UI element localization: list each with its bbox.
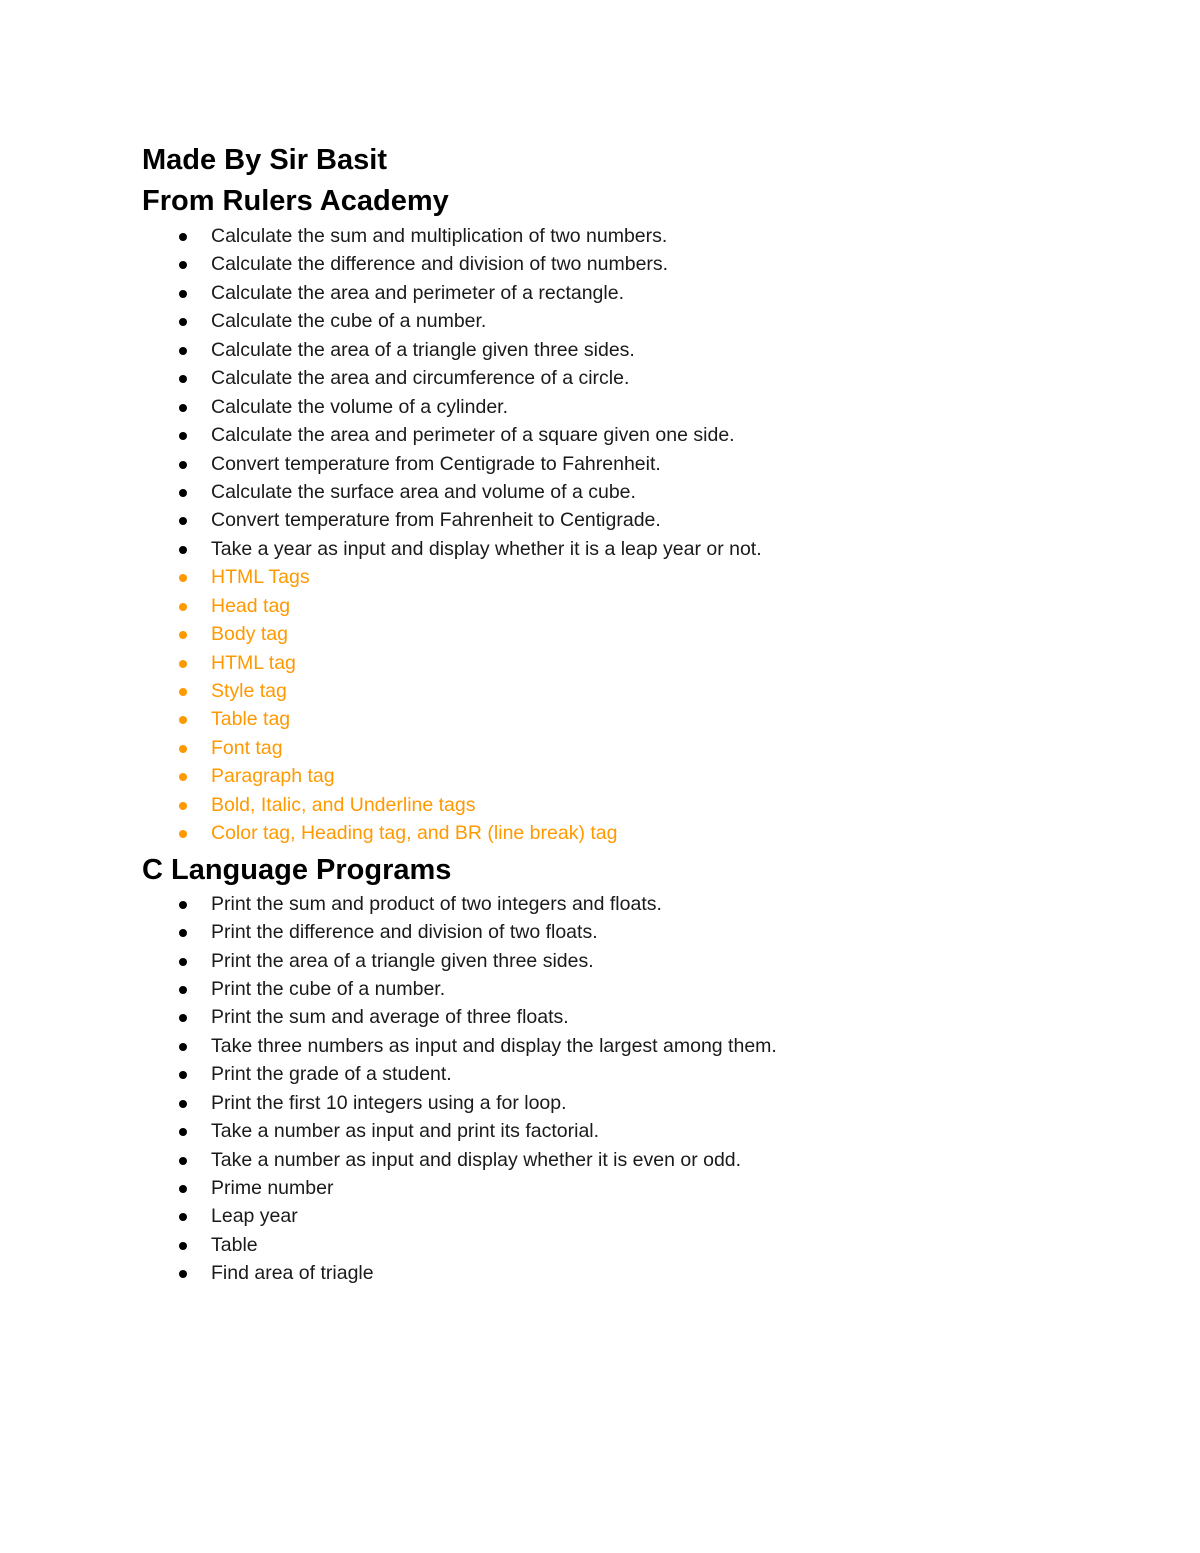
bullet-icon [179,958,187,966]
bullet-icon [179,631,187,639]
list-item: Print the difference and division of two floats. [142,918,1082,946]
list-item: Leap year [142,1202,1082,1230]
bullet-icon [179,375,187,383]
c-programs-list [142,890,1082,1288]
bullet-icon [179,347,187,355]
list-item: Calculate the volume of a cylinder. [142,393,1082,421]
list-item: Convert temperature from Centigrade to Fahrenheit. [142,450,1082,478]
html-list-item: Style tag [142,677,1082,705]
list-item: Print the sum and average of three floats. [142,1003,1082,1031]
html-list-item: HTML tag [142,649,1082,677]
list-item: Calculate the area of a triangle given three sides. [142,336,1082,364]
bullet-icon [179,802,187,810]
bullet-icon [179,773,187,781]
list-item: Print the area of a triangle given three sides. [142,947,1082,975]
list-item: Print the cube of a number. [142,975,1082,1003]
bullet-icon [179,716,187,724]
bullet-icon [179,688,187,696]
bullet-icon [179,318,187,326]
bullet-icon [179,929,187,937]
list-item: Print the first 10 integers using a for loop. [142,1089,1082,1117]
document-title-line-2: From Rulers Academy [142,185,449,217]
list-item: Print the grade of a student. [142,1060,1082,1088]
bullet-icon [179,986,187,994]
bullet-icon [179,546,187,554]
section-heading-c-language: C Language Programs [142,853,452,886]
list-item: Calculate the cube of a number. [142,307,1082,335]
html-list-item: Head tag [142,592,1082,620]
bullet-icon [179,517,187,525]
bullet-icon [179,290,187,298]
html-list-item: Color tag, Heading tag, and BR (line break) tag [142,819,1082,847]
list-item: Table [142,1231,1082,1259]
bullet-icon [179,1270,187,1278]
basic-programs-list [142,222,1082,848]
list-item: Calculate the area and perimeter of a rectangle. [142,279,1082,307]
bullet-icon [179,1185,187,1193]
html-list-item: HTML Tags [142,563,1082,591]
list-item: Take a year as input and display whether it is a leap year or not. [142,535,1082,563]
list-item: Convert temperature from Fahrenheit to Centigrade. [142,506,1082,534]
bullet-icon [179,830,187,838]
list-item: Calculate the difference and division of two numbers. [142,250,1082,278]
document-title-line-1: Made By Sir Basit [142,144,387,176]
html-list-item: Table tag [142,705,1082,733]
list-item: Take a number as input and print its factorial. [142,1117,1082,1145]
html-list-item: Body tag [142,620,1082,648]
bullet-icon [179,1213,187,1221]
list-item: Prime number [142,1174,1082,1202]
html-list-item: Paragraph tag [142,762,1082,790]
list-item: Print the sum and product of two integers and floats. [142,890,1082,918]
bullet-icon [179,1100,187,1108]
bullet-icon [179,745,187,753]
bullet-icon [179,1071,187,1079]
list-item: Calculate the surface area and volume of a cube. [142,478,1082,506]
list-item: Find area of triagle [142,1259,1082,1287]
bullet-icon [179,1014,187,1022]
list-item: Take three numbers as input and display the largest among them. [142,1032,1082,1060]
html-list-item: Font tag [142,734,1082,762]
bullet-icon [179,901,187,909]
list-item: Calculate the sum and multiplication of two numbers. [142,222,1082,250]
bullet-icon [179,603,187,611]
list-item: Take a number as input and display whether it is even or odd. [142,1146,1082,1174]
document-page [142,140,1082,1288]
bullet-icon [179,404,187,412]
bullet-icon [179,1157,187,1165]
bullet-icon [179,432,187,440]
bullet-icon [179,1043,187,1051]
bullet-icon [179,261,187,269]
list-item: Calculate the area and perimeter of a square given one side. [142,421,1082,449]
bullet-icon [179,574,187,582]
bullet-icon [179,489,187,497]
bullet-icon [179,461,187,469]
bullet-icon [179,1128,187,1136]
list-item: Calculate the area and circumference of a circle. [142,364,1082,392]
bullet-icon [179,233,187,241]
bullet-icon [179,660,187,668]
html-list-item: Bold, Italic, and Underline tags [142,791,1082,819]
bullet-icon [179,1242,187,1250]
